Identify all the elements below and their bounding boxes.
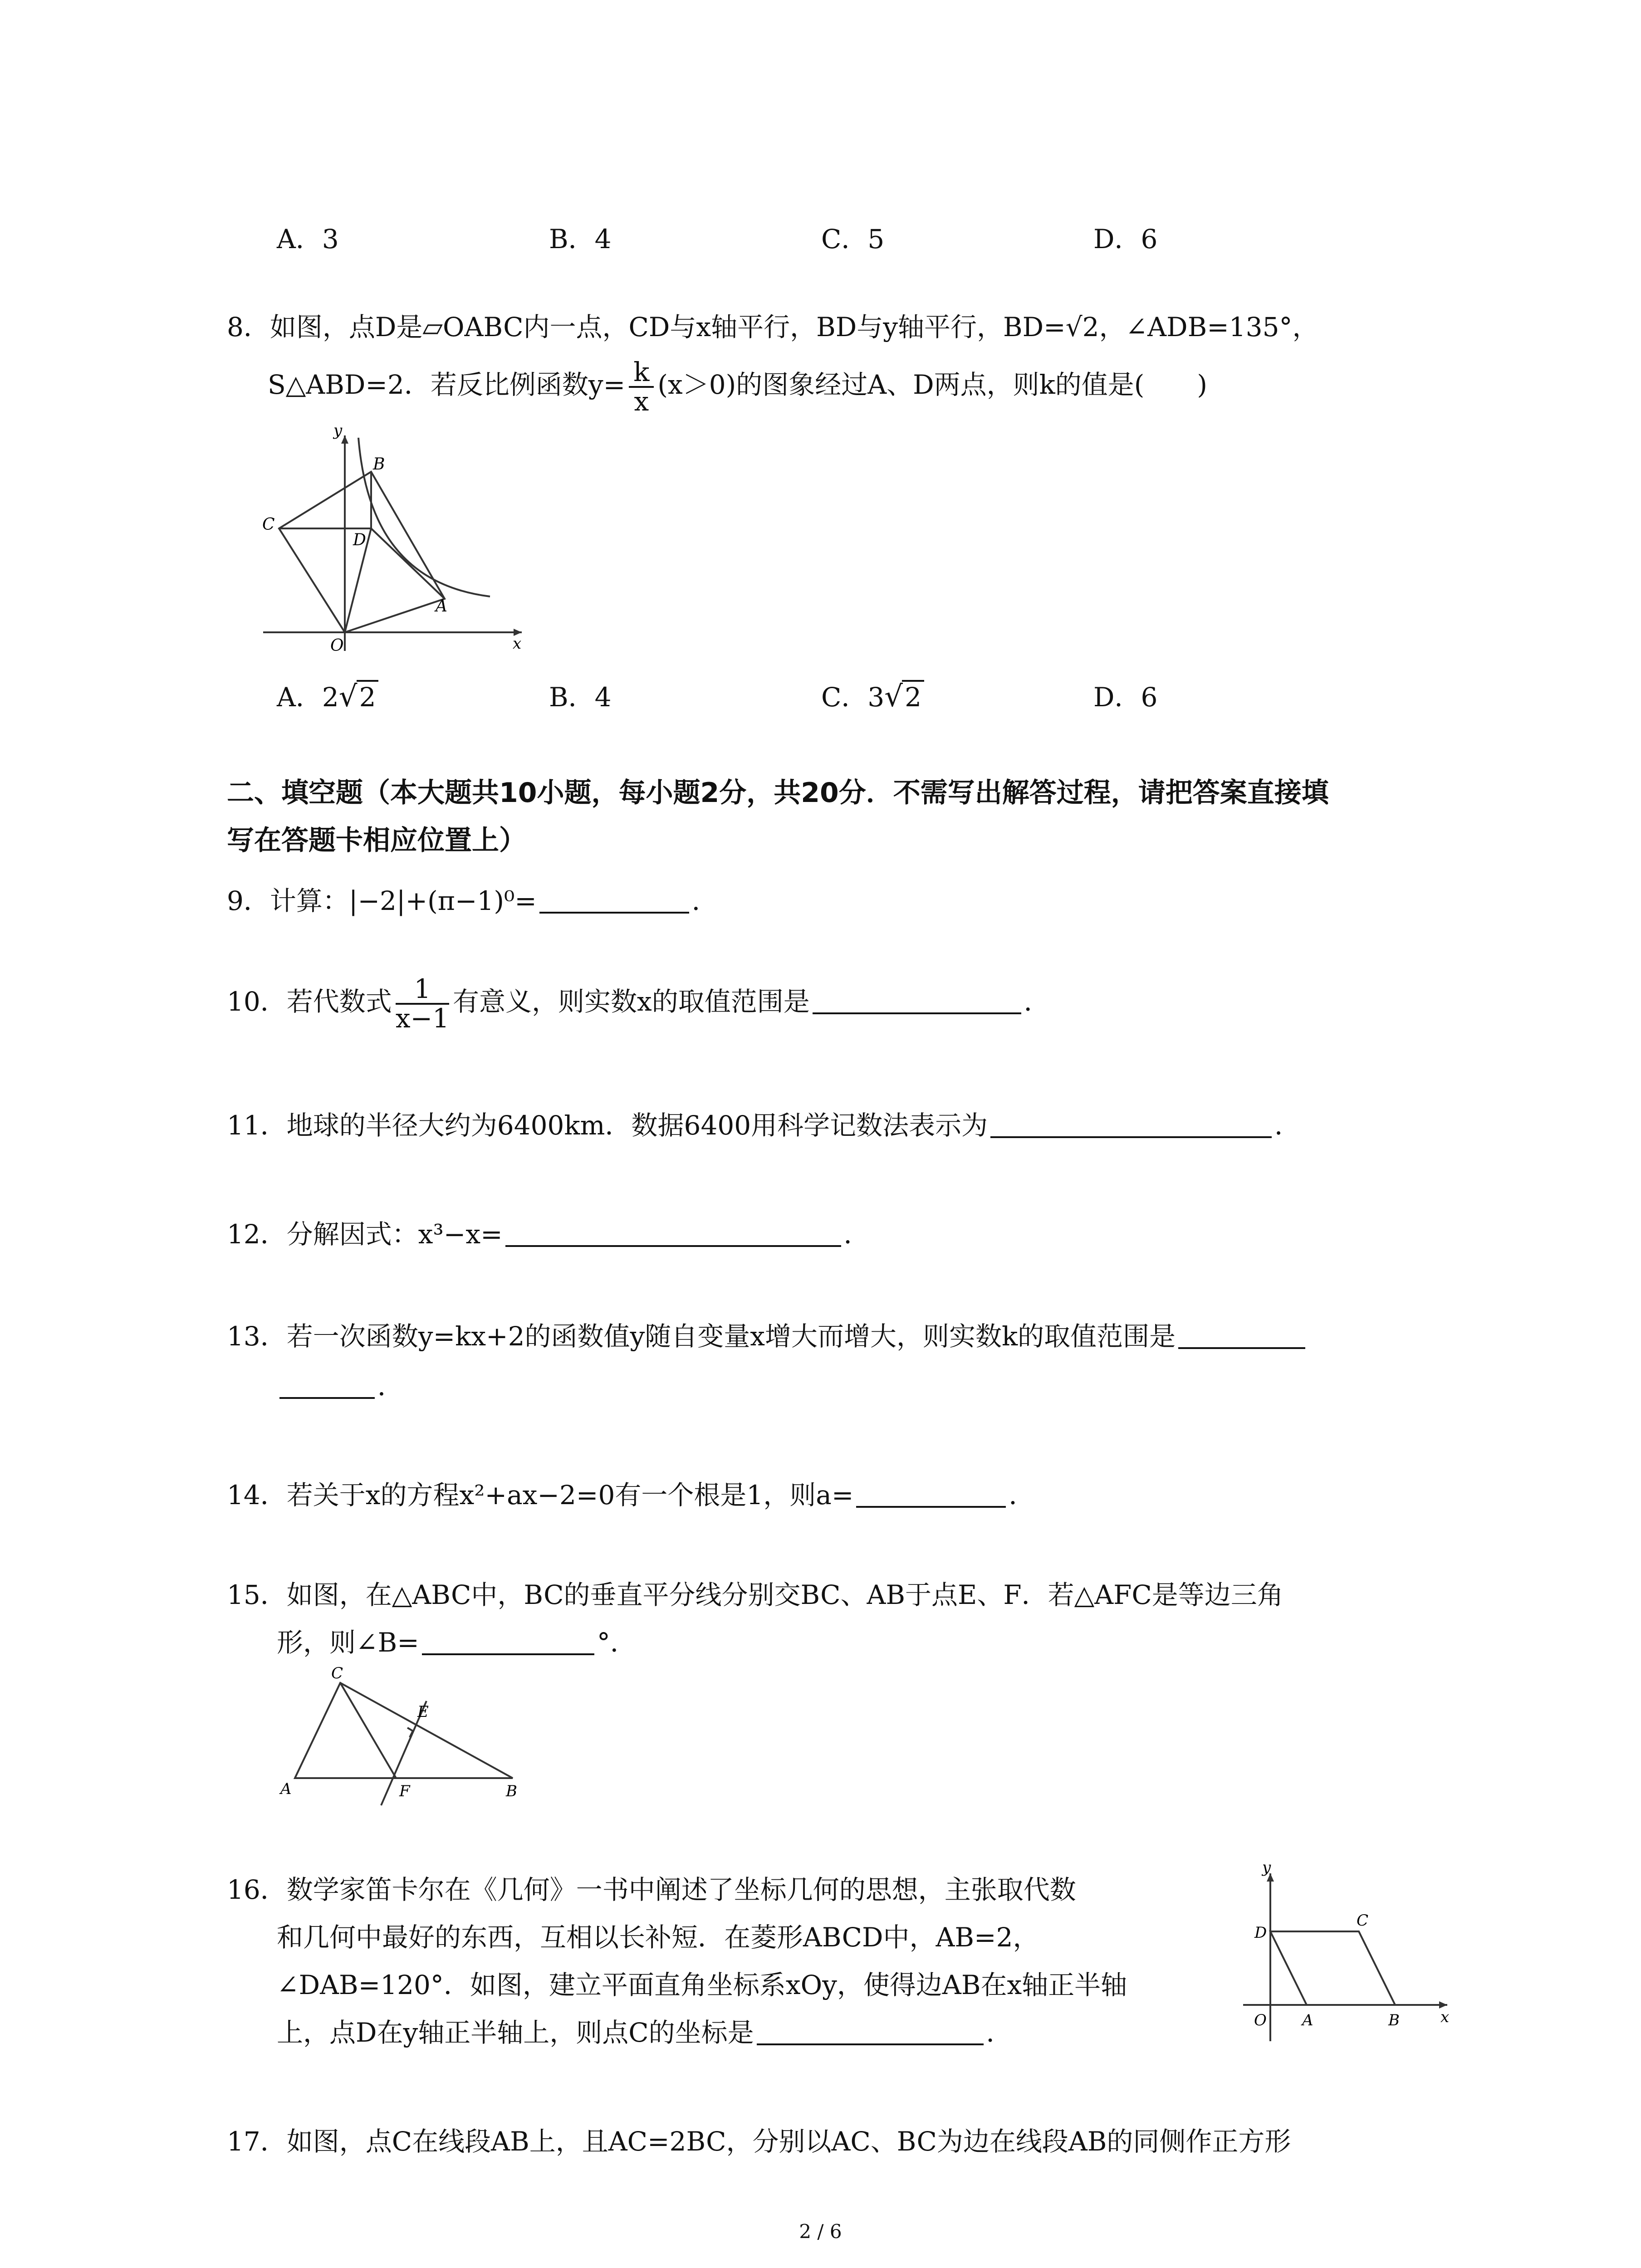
- q11-answer-blank[interactable]: [990, 1113, 1272, 1138]
- q16-fig-label-o: O: [1254, 2011, 1267, 2029]
- q8-fig-label-c: C: [262, 515, 275, 534]
- q11: 11．地球的半径大约为6400km．数据6400用科学记数法表示为 ．: [227, 1110, 1301, 1141]
- q16-fig-label-c: C: [1357, 1911, 1369, 1930]
- q13-answer-blank-a[interactable]: [1178, 1324, 1305, 1349]
- q14-answer-blank[interactable]: [856, 1482, 1006, 1508]
- q8-fig-label-o: O: [330, 636, 344, 655]
- q15-line2: 形，则∠B= °．: [277, 1627, 637, 1658]
- q15-answer-blank[interactable]: [422, 1630, 594, 1655]
- section2-heading-line2: 写在答题卡相应位置上）: [227, 825, 526, 856]
- q8-frac-den: x: [634, 386, 649, 417]
- q8-frac-num: k: [629, 358, 654, 388]
- q16-line3: ∠DAB=120°．如图，建立平面直角坐标系xOy，使得边AB在x轴正半轴: [277, 1970, 1127, 2000]
- q8-line2-b: (x＞0)的图象经过A、D两点，则k的值是( ): [657, 369, 1208, 400]
- q8-option-b: B．4: [549, 682, 612, 713]
- q8-figure: [254, 422, 535, 658]
- q13-line1: 13．若一次函数y=kx+2的函数值y随自变量x增大而增大，则实数k的取值范围是: [227, 1322, 1308, 1351]
- q12-answer-blank[interactable]: [505, 1222, 841, 1247]
- q8-fig-label-b: B: [373, 455, 385, 474]
- q16-line4: 上，点D在y轴正半轴上，则点C的坐标是 ．: [277, 2017, 1013, 2048]
- q7-option-c: C．5: [821, 224, 885, 254]
- q14: 14．若关于x的方程x²+ax−2=0有一个根是1，则a= ．: [227, 1480, 1035, 1510]
- q13-line2: ．: [277, 1372, 404, 1401]
- q8-fig-label-d: D: [353, 531, 366, 549]
- q7-option-b: B．4: [549, 224, 612, 254]
- q16-fig-label-d: D: [1254, 1924, 1267, 1942]
- q9: 9．计算：|−2|+(π−1)⁰= ．: [227, 885, 718, 916]
- q12: 12．分解因式：x³−x= ．: [227, 1219, 870, 1250]
- q8-fig-label-y: y: [333, 422, 343, 440]
- q15-fig-label-e: E: [417, 1703, 429, 1721]
- q8-option-a: A．2√2: [277, 676, 378, 714]
- q16-fig-label-b: B: [1388, 2011, 1400, 2029]
- q16-fig-label-y: y: [1262, 1860, 1271, 1877]
- q15-fig-label-a: A: [280, 1780, 292, 1798]
- q16-fig-label-a: A: [1302, 2011, 1313, 2029]
- q17-line1: 17．如图，点C在线段AB上，且AC=2BC，分别以AC、BC为边在线段AB的同侧作正方形: [227, 2126, 1291, 2157]
- page-number: 2 / 6: [799, 2220, 842, 2243]
- q15-fig-label-b: B: [506, 1782, 517, 1800]
- q15-fig-label-f: F: [399, 1782, 410, 1800]
- q10-answer-blank[interactable]: [813, 989, 1021, 1014]
- q8-fig-label-a: A: [436, 597, 447, 616]
- q15-line1: 15．如图，在△ABC中，BC的垂直平分线分别交BC、AB于点E、F．若△AFC是等边三角: [227, 1579, 1283, 1610]
- q8-fig-label-x: x: [513, 635, 522, 653]
- q15-fig-label-c: C: [331, 1664, 343, 1682]
- q8-line2: [268, 358, 1207, 415]
- q7-option-a: A．3: [277, 224, 339, 254]
- q16-figure: [1234, 1860, 1461, 2068]
- q16-line1: 16．数学家笛卡尔在《几何》一书中阐述了坐标几何的思想，主张取代数: [227, 1874, 1076, 1905]
- q8-option-c: C．3√2: [821, 676, 924, 714]
- q7-option-d: D．6: [1093, 224, 1158, 254]
- q10-fraction: $\frac{1}{x-1}$: [395, 973, 450, 1034]
- q15-figure: [268, 1660, 522, 1823]
- q13-answer-blank-b[interactable]: [279, 1374, 375, 1399]
- q16-line2: 和几何中最好的东西，互相以长补短．在菱形ABCD中，AB=2，: [277, 1922, 1039, 1953]
- section2-heading-line1: 二、填空题（本大题共10小题，每小题2分，共20分．不需写出解答过程，请把答案直接填: [227, 777, 1329, 809]
- q8-line2-a: S△ABD=2．若反比例函数y=: [268, 369, 626, 400]
- q9-answer-blank[interactable]: [539, 888, 689, 914]
- q16-fig-label-x: x: [1440, 2008, 1450, 2026]
- q8-line1: 8．如图，点D是▱OABC内一点，CD与x轴平行，BD与y轴平行，BD=√2，∠ADB=135°，: [227, 312, 1319, 342]
- q8-fraction: [629, 358, 654, 415]
- q10: 10．若代数式 $\frac{1}{x-1}$ 有意义，则实数x的取值范围是 ．: [227, 973, 1050, 1034]
- q16-answer-blank[interactable]: [757, 2020, 984, 2045]
- q8-option-d: D．6: [1093, 682, 1158, 713]
